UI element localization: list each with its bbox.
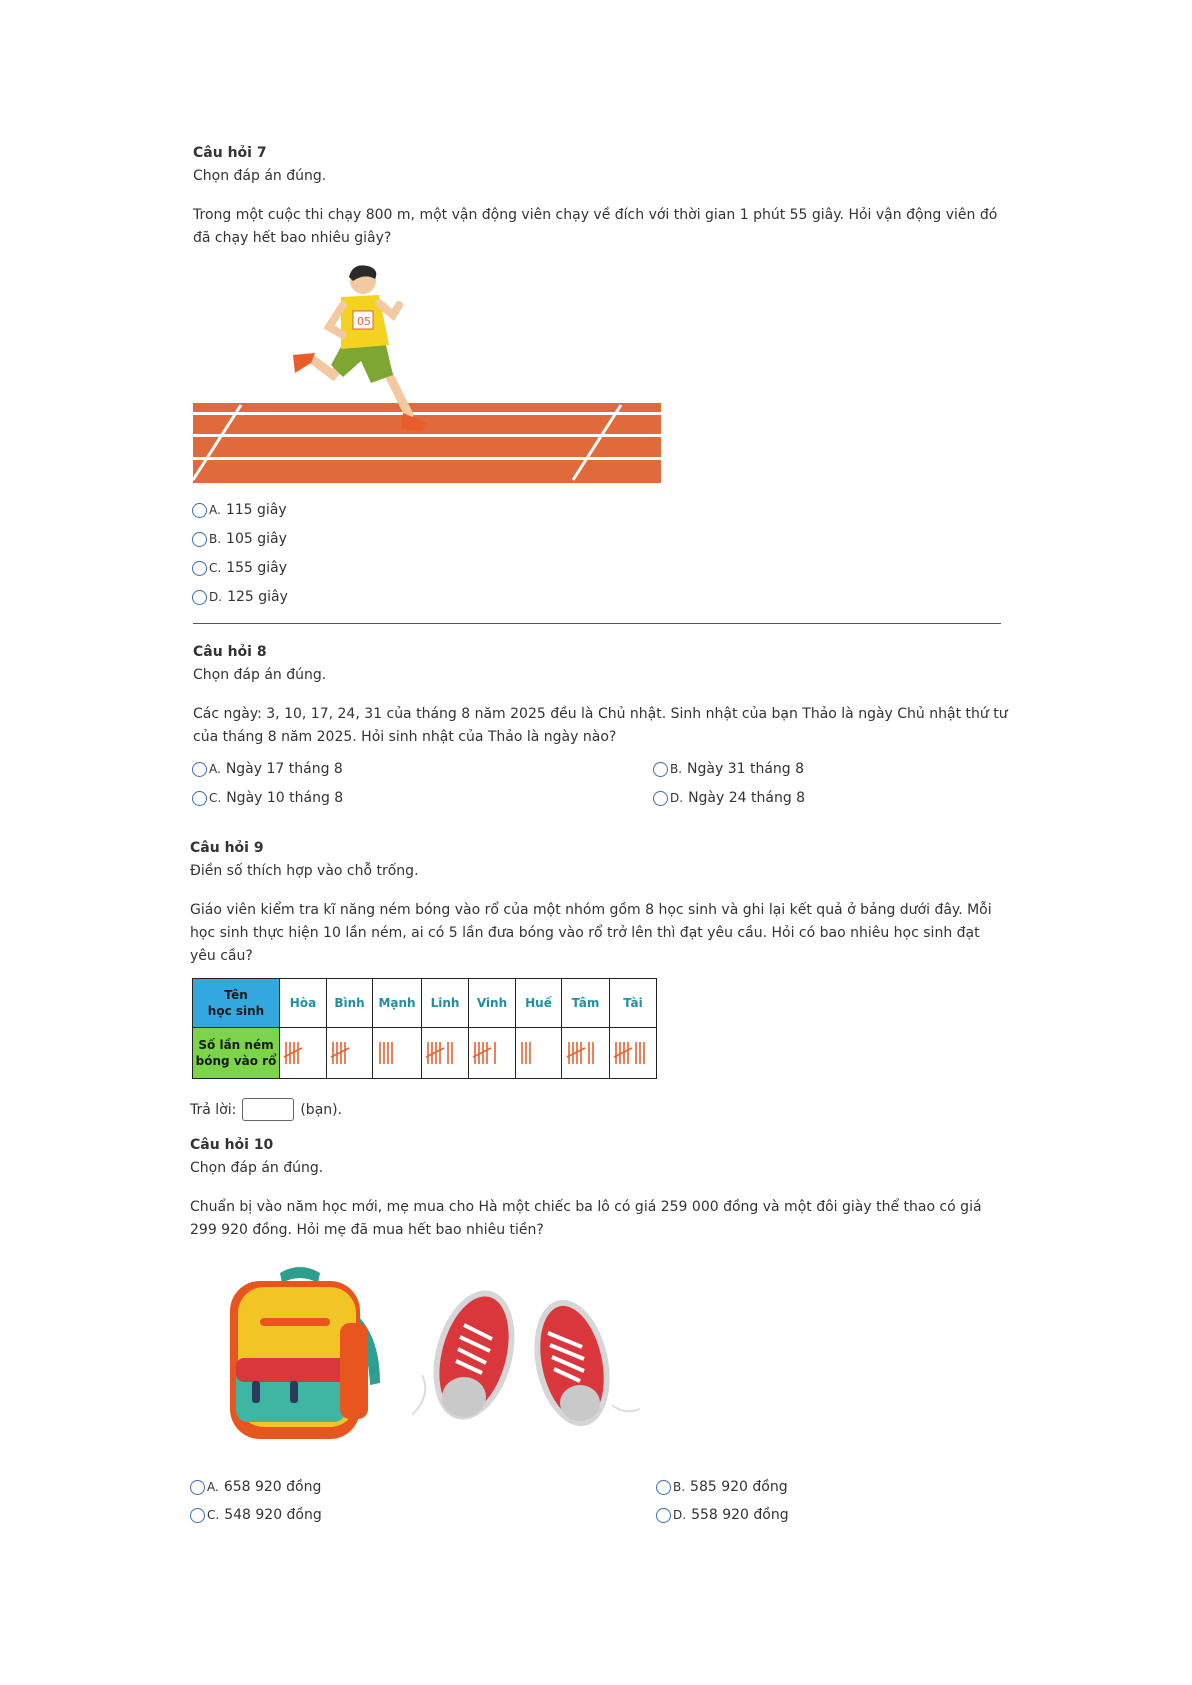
- tally-cell: [327, 1028, 373, 1079]
- tally-table: [192, 978, 657, 1079]
- q9-text-line1: Giáo viên kiểm tra kĩ năng ném bóng vào rổ của một nhóm gồm 8 học sinh và ghi lại kết quả ở bảng dưới đây. Mỗi: [190, 902, 992, 918]
- q8-option-c-text: Ngày 10 tháng 8: [226, 790, 344, 806]
- q8-instruction: Chọn đáp án đúng.: [193, 667, 327, 683]
- tally-cell: [422, 1028, 469, 1079]
- q8-text-line1: Các ngày: 3, 10, 17, 24, 31 của tháng 8 năm 2025 đều là Chủ nhật. Sinh nhật của bạn Thảo là ngày Chủ nhật thứ tư: [193, 706, 1008, 722]
- tally-marks: [566, 1040, 606, 1066]
- tally-marks: [377, 1040, 417, 1066]
- sneakers-illustration: [412, 1285, 642, 1435]
- q10-option-d[interactable]: D. 558 920 đồng: [656, 1507, 789, 1523]
- q7-text: [193, 204, 997, 250]
- student-name: Tâm: [562, 979, 610, 1028]
- radio-icon[interactable]: [190, 1508, 205, 1523]
- q8-text: [193, 703, 1008, 749]
- q7-option-a[interactable]: A. 115 giây: [192, 502, 287, 518]
- tally-cell: [562, 1028, 610, 1079]
- runner-illustration: [193, 265, 661, 483]
- radio-icon[interactable]: [192, 561, 207, 576]
- student-name: Mạnh: [373, 979, 422, 1028]
- q10-option-b[interactable]: B. 585 920 đồng: [656, 1479, 788, 1495]
- q7-option-c-text: 155 giây: [226, 560, 288, 576]
- q10-option-a[interactable]: A. 658 920 đồng: [190, 1479, 321, 1495]
- q7-option-b-text: 105 giây: [226, 531, 287, 547]
- tally-marks: [472, 1040, 512, 1066]
- tally-cell: [469, 1028, 516, 1079]
- tally-row-label: Số lần ném bóng vào rổ: [193, 1028, 280, 1079]
- q8-option-d[interactable]: D. Ngày 24 tháng 8: [653, 790, 805, 806]
- q10-option-d-text: 558 920 đồng: [691, 1507, 789, 1523]
- radio-icon[interactable]: [656, 1480, 671, 1495]
- q8-option-a[interactable]: A. Ngày 17 tháng 8: [192, 761, 343, 777]
- tally-cell: [610, 1028, 657, 1079]
- q8-option-c[interactable]: C. Ngày 10 tháng 8: [192, 790, 343, 806]
- radio-icon[interactable]: [653, 791, 668, 806]
- q9-answer-label: Trả lời:: [190, 1101, 237, 1118]
- q10-instruction: Chọn đáp án đúng.: [190, 1160, 324, 1176]
- q8-title: Câu hỏi 8: [193, 644, 267, 660]
- q8-option-b[interactable]: B. Ngày 31 tháng 8: [653, 761, 804, 777]
- radio-icon[interactable]: [192, 791, 207, 806]
- radio-icon[interactable]: [656, 1508, 671, 1523]
- q9-answer-input[interactable]: [242, 1098, 294, 1121]
- radio-icon[interactable]: [653, 762, 668, 777]
- q7-instruction: Chọn đáp án đúng.: [193, 168, 327, 184]
- student-name-header: Tên học sinh: [193, 979, 280, 1028]
- q9-instruction: Điền số thích hợp vào chỗ trống.: [190, 863, 419, 879]
- tally-cell: [373, 1028, 422, 1079]
- tally-marks: [519, 1040, 559, 1066]
- q10-text-line2: 299 920 đồng. Hỏi mẹ đã mua hết bao nhiêu tiền?: [190, 1222, 544, 1238]
- left-sneaker: [412, 1285, 528, 1429]
- bib-number: 05: [357, 315, 371, 328]
- student-name: Hòa: [280, 979, 327, 1028]
- q7-option-d-text: 125 giây: [227, 589, 288, 605]
- q8-option-a-text: Ngày 17 tháng 8: [225, 761, 343, 777]
- q10-text: [190, 1196, 982, 1242]
- radio-icon[interactable]: [192, 590, 207, 605]
- student-name: Vinh: [469, 979, 516, 1028]
- tally-marks: [613, 1040, 653, 1066]
- tally-cell: [280, 1028, 327, 1079]
- tally-count-row: [193, 1028, 657, 1079]
- tally-header-row: [193, 979, 657, 1028]
- q10-option-b-text: 585 920 đồng: [690, 1479, 788, 1495]
- tally-marks: [425, 1040, 465, 1066]
- student-name: Huế: [516, 979, 562, 1028]
- student-name: Linh: [422, 979, 469, 1028]
- q7-text-line2: đã chạy hết bao nhiêu giây?: [193, 230, 392, 246]
- q7-option-b[interactable]: B. 105 giây: [192, 531, 287, 547]
- q9-answer-line: [190, 1098, 342, 1121]
- running-track: [193, 403, 661, 483]
- tally-cell: [516, 1028, 562, 1079]
- q7-option-d[interactable]: D. 125 giây: [192, 589, 288, 605]
- question-divider: [193, 623, 1001, 624]
- student-name: Bình: [327, 979, 373, 1028]
- q7-text-line1: Trong một cuộc thi chạy 800 m, một vận động viên chạy về đích với thời gian 1 phút 55 giây. Hỏi vận động viên đó: [193, 207, 998, 223]
- q8-option-b-text: Ngày 31 tháng 8: [687, 761, 805, 777]
- q10-option-c[interactable]: C. 548 920 đồng: [190, 1507, 322, 1523]
- q7-title: Câu hỏi 7: [193, 145, 267, 161]
- q7-option-c[interactable]: C. 155 giây: [192, 560, 287, 576]
- q8-option-d-text: Ngày 24 tháng 8: [688, 790, 806, 806]
- student-name: Tài: [610, 979, 657, 1028]
- q9-text-line2: học sinh thực hiện 10 lần ném, ai có 5 lần đưa bóng vào rổ trở lên thì đạt yêu cầu. Hỏi có bao nhiêu học sinh đạt: [190, 925, 980, 941]
- q7-option-a-text: 115 giây: [225, 502, 287, 518]
- q9-text: [190, 899, 992, 968]
- tally-marks: [330, 1040, 370, 1066]
- q10-option-a-text: 658 920 đồng: [223, 1479, 322, 1495]
- right-sneaker: [523, 1293, 640, 1433]
- backpack-illustration: [220, 1263, 390, 1443]
- q10-text-line1: Chuẩn bị vào năm học mới, mẹ mua cho Hà một chiếc ba lô có giá 259 000 đồng và một đôi giày thể thao có giá: [190, 1199, 982, 1215]
- radio-icon[interactable]: [192, 503, 207, 518]
- q9-text-line3: yêu cầu?: [190, 948, 253, 964]
- q10-title: Câu hỏi 10: [190, 1137, 274, 1153]
- radio-icon[interactable]: [190, 1480, 205, 1495]
- q9-title: Câu hỏi 9: [190, 840, 264, 856]
- q9-answer-unit: (bạn).: [300, 1101, 343, 1118]
- radio-icon[interactable]: [192, 532, 207, 547]
- q10-option-c-text: 548 920 đồng: [224, 1507, 322, 1523]
- tally-marks: [283, 1040, 323, 1066]
- radio-icon[interactable]: [192, 762, 207, 777]
- q8-text-line2: của tháng 8 năm 2025. Hỏi sinh nhật của Thảo là ngày nào?: [193, 729, 617, 745]
